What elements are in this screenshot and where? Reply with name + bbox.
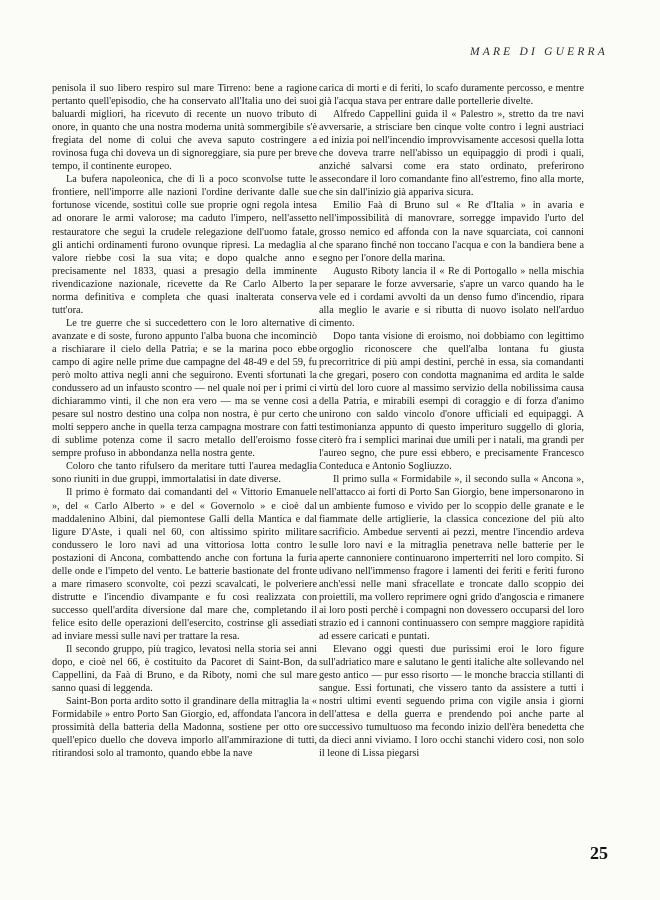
paragraph: Coloro che tanto rifulsero da meritare tutti l'aurea medaglia sono riuniti in due gruppi, immortalatisi in date diverse.	[52, 461, 317, 486]
paragraph: Saint-Bon porta ardito sotto il grandinare della mitraglia la « Formidabile » entro Porto San Giorgio, ed, affondata l'ancora in prossimità della batteria della Madonna, sostiene per otto ore quell'epico duello che doveva imporlo all'ammirazione di tutti, ritirandosi solo al tramonto, quando ebbe la nave	[52, 696, 317, 760]
page-number: 25	[590, 843, 608, 863]
paragraph: penisola il suo libero respiro sul mare Tirreno: bene a ragione pertanto quell'episodio, che ha conservato all'Italia uno dei suoi baluardi migliori, ha ricevuto di recente un nuovo tributo di onore, in quanto che una nostra moderna unità sommergibile s'è fregiata del nome di colui che aveva saputo costringere a rovinosa fuga chi doveva un dì signoreggiare, sia pure per breve tempo, il continente europeo.	[52, 83, 317, 173]
running-header: MARE DI GUERRA	[469, 46, 608, 58]
right-column	[319, 82, 584, 760]
paragraph: carica di morti e di feriti, lo scafo duramente percosso, e mentre già l'acqua stava per entrare dalle portellerie divelte.	[319, 83, 584, 108]
paragraph: Il secondo gruppo, più tragico, levatosi nella storia sei anni dopo, e cioè nel 66, è costituito da Pacoret di Saint-Bon, da Cappellini, da Faà di Bruno, e da Riboty, nomi che sul mare sanno quasi di leggenda.	[52, 644, 317, 695]
paragraph: Il primo è formato dai comandanti del « Vittorio Emanuele », del « Carlo Alberto » e del « Governolo » e cioè dal maddalenino Albini, dal piemontese Galli della Mantica e dal ligure D'Aste, i quali nel 60, con altissimo spirito militare condussero le loro navi ad una vittoriosa lotta contro le postazioni di Ancona, combattendo anche con fortuna la furia delle onde e l'impeto del vento. Le batterie bastionate del fronte a mare rimasero sconvolte, coi pezzi scavalcati, le polveriere distrutte e l'incendio divampante e fu così realizzata con successo quell'ardita diversione dal mare che, completando il felice esito delle operazioni dell'esercito, costrinse gli assediati ad inviare messi sulle navi per trattare la resa.	[52, 487, 317, 642]
paragraph: Alfredo Cappellini guida il « Palestro », stretto da tre navi avversarie, a strisciare ben cinque volte contro i legni austriaci ed inizia poi nell'incendio improvvisamente accesosi quella lotta che doveva trarre nell'abisso un equipaggio di prodi i quali, anziché salvarsi come era stato ordinato, preferirono assecondare il loro comandante fino all'estremo, fino alla morte, che sin dall'inizio già appariva sicura.	[319, 109, 584, 199]
paragraph: Il primo sulla « Formidabile », il secondo sulla « Ancona », nell'attacco ai forti di Porto San Giorgio, bene impersonarono in un ambiente fumoso e vivido per lo scoppio delle granate e le fiammate delle artiglierie, la classica concezione del più alto sacrificio. Ambedue serventi ai pezzi, mentre l'incendio ardeva sulle loro navi e la mitraglia penetrava nelle batterie per le aperte cannoniere continuarono imperterriti nel loro compito. Si udivano nell'immenso fragore i lamenti dei feriti e feriti furono anch'essi nelle mani sfracellate e troncate dallo scoppio dei proiettili, ma vollero reprimere ogni grido d'angoscia e rimanere ai loro posti perchè i compagni non dovessero occuparsi del loro strazio ed i cannoni continuassero con sempre maggiore rapidità ad essere caricati e puntati.	[319, 474, 584, 642]
paragraph: Le tre guerre che si succedettero con le loro alternative di avanzate e di soste, furono appunto l'alba buona che incominciò a rischiarare il cielo della Patria; e se la marina poco ebbe campo di agire nelle prime due campagne del 48-49 e del 59, fu però molto attiva negli anni che seguirono. Eventi sfortunati la condussero ad un infausto scontro — nel quale noi per i primi ci dichiarammo vinti, il che non era vero — ma se venne così a pesare sul nostro destino una colpa non nostra, è pur certo che molti seppero anche in quella terza campagna mostrare con fatti di sublime potenza come il sacro metallo dell'eroismo fosse sempre profuso in abbondanza nella nostra gente.	[52, 317, 317, 460]
paragraph: Dopo tanta visione di eroismo, noi dobbiamo con legittimo orgoglio riconoscere che quell'alba lontana fu giusta precorritrice di più ampi destini, perchè in essa, sia comandanti che gregari, posero con condotta magnanima ed ardita le salde virtù del loro cuore al massimo servizio della nobilissima causa della Patria, e mirabili esempi di coraggio e di forza d'animo unirono con saldo vincolo d'onore ufficiali ed equipaggi. A testimonianza appunto di questo imperituro suggello di gloria, citerò fra i semplici marinai due umili per i natali, ma grandi per l'aureo segno, che pure essi ebbero, e precisamente Francesco Conteduca e Antonio Sogliuzzo.	[319, 330, 584, 473]
paragraph: Augusto Riboty lancia il « Re di Portogallo » nella mischia per separare le forze avversarie, s'apre un varco quando ha le vele ed i cordami avvolti da un denso fumo d'incendio, ripara alla meglio le avarie e si ributta di nuovo isolato nell'arduo cimento.	[319, 265, 584, 329]
paragraph: La bufera napoleonica, che di lì a poco sconvolse tutte le frontiere, nell'imporre alle nazioni l'ordine derivante dalle sue fortunose vicende, sostituì colle sue proprie ogni regola intesa ad onorare le armi valorose; ma caduto l'impero, nell'assetto restauratore che seguì la crudele relegazione dell'uomo fatale, gli antichi ordinamenti furono ovunque ripresi. La medaglia al valore riebbe così la sua vita; e dopo qualche anno e precisamente nel 1833, quasi a presagio della imminente rivendicazione nazionale, ricevette da Re Carlo Alberto la norma definitiva e completa che quasi inalterata conserva tutt'ora.	[52, 174, 317, 316]
left-column	[52, 82, 317, 760]
paragraph: Emilio Faà di Bruno sul « Re d'Italia » in avaria e nell'impossibilità di manovrare, sorregge impavido l'urto del grosso nemico ed affonda con la nave squarciata, coi cannoni che sparano finché non toccano l'acqua e con la bandiera bene a segno per l'onore della marina.	[319, 200, 584, 264]
paragraph: Elevano oggi questi due purissimi eroi le loro figure sull'adriatico mare e salutano le genti italiche alte sollevando nel gesto antico — pur esso risorto — le monche braccia stillanti di sangue. Essi fortunati, che vissero tanto da assistere a tutti i nostri ultimi eventi seguendo prima con vigile ansia i giorni dell'attesa e della guerra e prendendo poi anche parte al successivo tumultuoso ma fecondo inizio dell'èra benedetta che da dieci anni viviamo. I loro occhi stanchi videro così, non solo il leone di Lissa piegarsi	[319, 644, 584, 760]
